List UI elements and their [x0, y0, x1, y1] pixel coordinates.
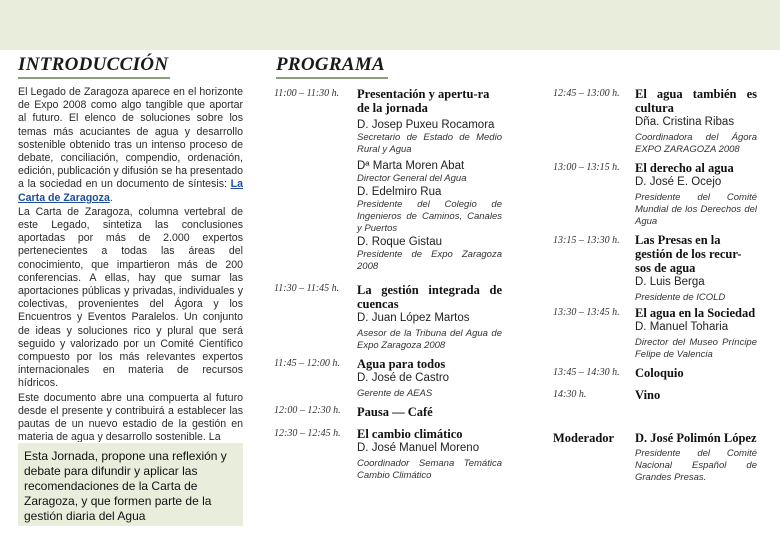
moderator-label: Moderador	[553, 431, 615, 445]
speaker-role: Coordinador Semana Temática Cambio Climático	[357, 458, 502, 481]
session-title: Pausa — Café	[357, 405, 433, 419]
jornada-callout: Esta Jornada, propone una reflexión y debate para difundir y aplicar las recomendaciones de la Carta de Zaragoza, y que formen parte de la gestión diaria del Agua	[18, 443, 243, 526]
session-title: Agua para todos	[357, 357, 446, 371]
session-time: 11:45 – 12:00 h.	[274, 358, 340, 369]
speaker-role: Presidente del Colegio de Ingenieros de Caminos, Canales y Puertos	[357, 199, 502, 234]
speaker-role: Coordinadora del Ágora EXPO ZARAGOZA 2008	[635, 132, 757, 155]
header-band	[0, 0, 780, 50]
intro-paragraph-2: La Carta de Zaragoza, columna vertebral de este Legado, sintetiza las conclusiones aportadas por más de 2.000 expertos pertenecientes a todas las áreas del conocimiento, que impartieron más de 200 conferencias. A ellas, hay que sumar las aportaciones públicas y privadas, individuales y colectivas, provenientes del Ágora y los Encuentros y Eventos Paralelos. Un conjunto de ideas y soluciones rico y plural que será seguido y valorizado por un Comité Científico compuesto por los más relevantes expertos internacionales en materia de recursos hídricos.	[18, 205, 243, 390]
session-time: 11:00 – 11:30 h.	[274, 88, 340, 99]
programa-heading: PROGRAMA	[276, 54, 388, 79]
speaker-role: Asesor de la Tribuna del Agua de Expo Zaragoza 2008	[357, 328, 502, 351]
speaker-role: Presidente de Expo Zaragoza 2008	[357, 249, 502, 272]
session-pausa	[357, 405, 502, 419]
session-time: 13:00 – 13:15 h.	[553, 162, 620, 173]
session-title: Las Presas en la gestión de los recur-sos de agua	[635, 233, 742, 275]
session-vino	[635, 388, 757, 402]
speaker-name: Dª Marta Moren Abat	[357, 160, 465, 172]
session-time: 12:00 – 12:30 h.	[274, 405, 341, 416]
session-cambio-climatico	[357, 427, 502, 482]
session-title: El agua también es cultura	[635, 87, 757, 115]
session-title: Vino	[635, 388, 661, 402]
speaker-name: D. Juan López Martos	[357, 312, 470, 324]
carta-zaragoza-link[interactable]: La Carta de Zaragoza	[18, 178, 243, 204]
session-title: El cambio climático	[357, 427, 463, 441]
session-title: Presentación y apertu-ra de la jornada	[357, 87, 490, 115]
moderator-name: D. José Polimón López	[635, 431, 757, 445]
session-title: La gestión integrada de cuencas	[357, 283, 502, 311]
moderator	[635, 431, 757, 484]
session-title: El agua en la Sociedad	[635, 306, 756, 320]
speaker-role: Director del Museo Príncipe Felipe de Valencia	[635, 337, 757, 360]
speaker-name: D. Josep Puxeu Rocamora	[357, 119, 495, 131]
speaker-name: D. Edelmiro Rua	[357, 186, 442, 198]
session-agua-para-todos	[357, 357, 502, 400]
speaker-role: Presidente del Comité Mundial de los Derechos del Agua	[635, 192, 757, 227]
speaker-name: D. Luis Berga	[635, 276, 705, 288]
session-time: 13:15 – 13:30 h.	[553, 235, 620, 246]
speaker-name: Dña. Cristina Ribas	[635, 116, 735, 128]
session-cuencas	[357, 283, 502, 352]
session-cultura	[635, 87, 757, 156]
session-time: 11:30 – 11:45 h.	[274, 283, 340, 294]
speaker-name: D. José Manuel Moreno	[357, 442, 480, 454]
speaker-role: Presidente de ICOLD	[635, 292, 726, 303]
speaker-role: Director General del Agua	[357, 173, 467, 184]
intro-heading: INTRODUCCIÓN	[18, 54, 170, 79]
session-coloquio	[635, 366, 757, 380]
session-time: 12:45 – 13:00 h.	[553, 88, 620, 99]
intro-text	[18, 86, 243, 442]
session-title: El derecho al agua	[635, 161, 734, 175]
speaker-name: D. Roque Gistau	[357, 236, 443, 248]
speaker-role: Gerente de AEAS	[357, 388, 433, 399]
session-time: 14:30 h.	[553, 389, 587, 400]
session-presas	[635, 233, 757, 304]
session-time: 13:45 – 14:30 h.	[553, 367, 620, 378]
speaker-role: Secretario de Estado de Medio Rural y Agua	[357, 132, 502, 155]
session-time: 13:30 – 13:45 h.	[553, 307, 620, 318]
moderator-role: Presidente del Comité Nacional Español de Grandes Presas.	[635, 448, 757, 483]
session-title: Coloquio	[635, 366, 684, 380]
session-opening	[357, 87, 502, 273]
speaker-name: D. José E. Ocejo	[635, 176, 722, 188]
speaker-name: D. José de Castro	[357, 372, 450, 384]
intro-paragraph-1: El Legado de Zaragoza aparece en el horizonte de Expo 2008 como algo tangible que aportar al futuro. El elenco de soluciones sobre los temas más acuciantes de agua y desarrollo sostenible obtenido tras un intenso proceso de debate, conciliación, compendio, ordenación, edición, publicación y difusión se ha presentado a la sociedad en un documento de síntesis: La Carta de Zaragoza.	[18, 86, 243, 204]
speaker-name: D. Manuel Toharia	[635, 321, 729, 333]
session-time: 12:30 – 12:45 h.	[274, 428, 341, 439]
session-sociedad	[635, 306, 757, 361]
intro-paragraph-3: Este documento abre una compuerta al futuro desde el presente y contribuirá a establecer las pautas de un nuevo estadio de la gestión en materia de agua y desarrollo sostenible. La	[18, 391, 243, 442]
session-derecho-agua	[635, 161, 757, 228]
